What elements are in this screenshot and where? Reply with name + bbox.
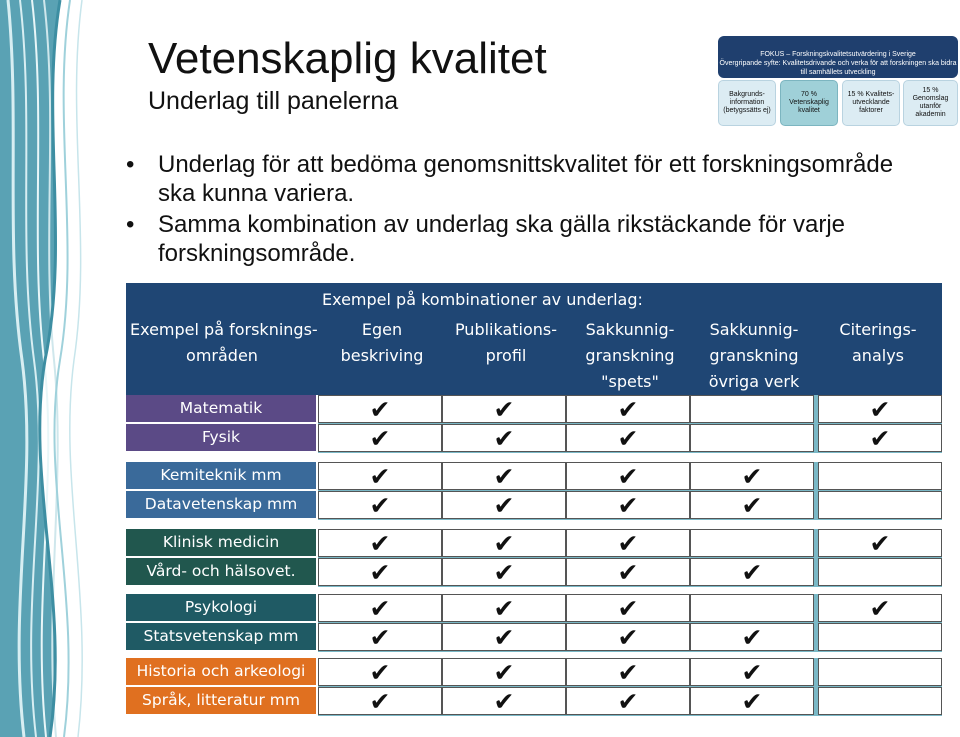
- checkmark-icon: ✔: [617, 688, 639, 716]
- check-cell: [690, 424, 814, 452]
- column-header-citation-analysis: [816, 317, 940, 369]
- column-header-peer-review-other: [692, 317, 816, 395]
- checkmark-icon: ✔: [493, 425, 515, 453]
- row-header-line: Exempel på forsknings-: [130, 320, 318, 339]
- check-cell: [566, 558, 690, 586]
- row-label: Klinisk medicin: [126, 529, 316, 556]
- check-cell: [566, 658, 690, 686]
- check-cell: [566, 594, 690, 622]
- row-label: Historia och arkeologi: [126, 658, 316, 685]
- checkmark-icon: ✔: [741, 659, 763, 687]
- column-header-line: övriga verk: [708, 372, 800, 391]
- checkmark-icon: ✔: [369, 624, 391, 652]
- check-cell: [818, 623, 942, 651]
- check-cell: [442, 623, 566, 651]
- check-cell: [818, 687, 942, 715]
- check-cell: [318, 491, 442, 519]
- checkmark-icon: ✔: [369, 688, 391, 716]
- check-cell: [690, 623, 814, 651]
- bullet-item: • Underlag för att bedöma genomsnittskvalitet för ett forskningsområde ska kunna variera.: [126, 150, 926, 208]
- check-cell: [818, 529, 942, 557]
- checkmark-icon: ✔: [493, 659, 515, 687]
- focus-box-scientific-quality: 70 % Vetenskaplig kvalitet: [780, 80, 838, 126]
- checkmark-icon: ✔: [369, 559, 391, 587]
- checkmark-icon: ✔: [493, 396, 515, 424]
- check-cell: [690, 687, 814, 715]
- check-cell: [818, 424, 942, 452]
- column-header-line: granskning: [709, 346, 799, 365]
- check-cell: [318, 658, 442, 686]
- focus-header-line1: FOKUS – Forskningskvalitetsutvärdering i Sverige: [760, 51, 916, 58]
- checkmark-icon: ✔: [741, 624, 763, 652]
- checkmark-icon: ✔: [741, 492, 763, 520]
- check-cell: [690, 491, 814, 519]
- check-cell: [442, 558, 566, 586]
- check-cell: [690, 529, 814, 557]
- check-cell: [690, 395, 814, 423]
- table-header: [126, 283, 942, 395]
- check-cell: [442, 424, 566, 452]
- check-cell: [818, 491, 942, 519]
- check-cell: [566, 395, 690, 423]
- check-cell: [818, 462, 942, 490]
- row-header: [130, 317, 318, 369]
- column-header-line: Citerings-: [839, 320, 917, 339]
- check-cell: [442, 658, 566, 686]
- column-header-line: Egen: [361, 320, 403, 339]
- check-cell: [318, 687, 442, 715]
- checkmark-icon: ✔: [369, 659, 391, 687]
- checkmark-icon: ✔: [493, 492, 515, 520]
- check-cell: [318, 462, 442, 490]
- check-cell: [690, 558, 814, 586]
- checkmark-icon: ✔: [617, 595, 639, 623]
- column-header-line: profil: [485, 346, 527, 365]
- checkmark-icon: ✔: [369, 595, 391, 623]
- check-cell: [690, 658, 814, 686]
- row-label: Språk, litteratur mm: [126, 687, 316, 714]
- check-cell: [442, 462, 566, 490]
- check-cell: [566, 462, 690, 490]
- check-cell: [318, 424, 442, 452]
- focus-box-impact: 15 % Genomslag utanför akademin: [903, 80, 958, 126]
- check-cell: [818, 558, 942, 586]
- bullet-item: • Samma kombination av underlag ska gälla rikstäckande för varje forskningsområde.: [126, 210, 926, 268]
- column-header-line: granskning: [585, 346, 675, 365]
- check-cell: [442, 529, 566, 557]
- checkmark-icon: ✔: [369, 463, 391, 491]
- page-title: Vetenskaplig kvalitet: [148, 34, 547, 83]
- checkmark-icon: ✔: [741, 559, 763, 587]
- check-cell: [442, 687, 566, 715]
- column-header-line: Publikations-: [454, 320, 558, 339]
- column-header-line: "spets": [601, 372, 659, 391]
- focus-header-box: [718, 36, 958, 78]
- check-cell: [318, 395, 442, 423]
- focus-box-background: Bakgrunds-information (betygssätts ej): [718, 80, 776, 126]
- focus-box-quality-factors: 15 % Kvalitets-utvecklande faktorer: [842, 80, 900, 126]
- check-cell: [818, 658, 942, 686]
- check-cell: [566, 623, 690, 651]
- check-cell: [318, 529, 442, 557]
- checkmark-icon: ✔: [369, 492, 391, 520]
- checkmark-icon: ✔: [617, 530, 639, 558]
- check-cell: [690, 462, 814, 490]
- checkmark-icon: ✔: [493, 530, 515, 558]
- check-cell: [442, 395, 566, 423]
- column-header-peer-review-top: [568, 317, 692, 395]
- checkmark-icon: ✔: [617, 396, 639, 424]
- check-cell: [818, 594, 942, 622]
- check-cell: [318, 558, 442, 586]
- page-subtitle: Underlag till panelerna: [148, 87, 399, 115]
- check-cell: [818, 395, 942, 423]
- checkmark-icon: ✔: [741, 463, 763, 491]
- checkmark-icon: ✔: [869, 425, 891, 453]
- column-header-line: Sakkunnig-: [585, 320, 675, 339]
- check-cell: [318, 594, 442, 622]
- focus-header-line2: Övergripande syfte: Kvalitetsdrivande och verka för att forskningen ska bidra till samhällets utveckling: [719, 60, 957, 76]
- checkmark-icon: ✔: [617, 492, 639, 520]
- checkmark-icon: ✔: [617, 624, 639, 652]
- decorative-stripes: [0, 0, 96, 737]
- checkmark-icon: ✔: [493, 624, 515, 652]
- column-header-own-description: [320, 317, 444, 369]
- check-cell: [690, 594, 814, 622]
- checkmark-icon: ✔: [869, 396, 891, 424]
- row-label: Matematik: [126, 395, 316, 422]
- check-cell: [566, 424, 690, 452]
- row-label: Vård- och hälsovet.: [126, 558, 316, 585]
- check-cell: [442, 491, 566, 519]
- checkmark-icon: ✔: [369, 530, 391, 558]
- row-label: Kemiteknik mm: [126, 462, 316, 489]
- row-label: Psykologi: [126, 594, 316, 621]
- check-cell: [318, 623, 442, 651]
- checkmark-icon: ✔: [369, 425, 391, 453]
- checkmark-icon: ✔: [493, 559, 515, 587]
- checkmark-icon: ✔: [869, 595, 891, 623]
- row-header-line: områden: [186, 346, 258, 365]
- check-cell: [566, 491, 690, 519]
- check-cell: [566, 687, 690, 715]
- column-header-line: analys: [852, 346, 904, 365]
- checkmark-icon: ✔: [617, 559, 639, 587]
- checkmark-icon: ✔: [741, 688, 763, 716]
- checkmark-icon: ✔: [617, 463, 639, 491]
- checkmark-icon: ✔: [369, 396, 391, 424]
- row-label: Statsvetenskap mm: [126, 623, 316, 650]
- checkmark-icon: ✔: [493, 463, 515, 491]
- checkmark-icon: ✔: [493, 595, 515, 623]
- table-caption: Exempel på kombinationer av underlag:: [322, 290, 643, 309]
- check-cell: [442, 594, 566, 622]
- bullet-list: [126, 150, 926, 270]
- column-header-publication-profile: [444, 317, 568, 369]
- checkmark-icon: ✔: [617, 659, 639, 687]
- column-header-line: beskriving: [340, 346, 424, 365]
- checkmark-icon: ✔: [617, 425, 639, 453]
- column-header-line: Sakkunnig-: [709, 320, 799, 339]
- row-label: Datavetenskap mm: [126, 491, 316, 518]
- checkmark-icon: ✔: [869, 530, 891, 558]
- checkmark-icon: ✔: [493, 688, 515, 716]
- row-label: Fysik: [126, 424, 316, 451]
- check-cell: [566, 529, 690, 557]
